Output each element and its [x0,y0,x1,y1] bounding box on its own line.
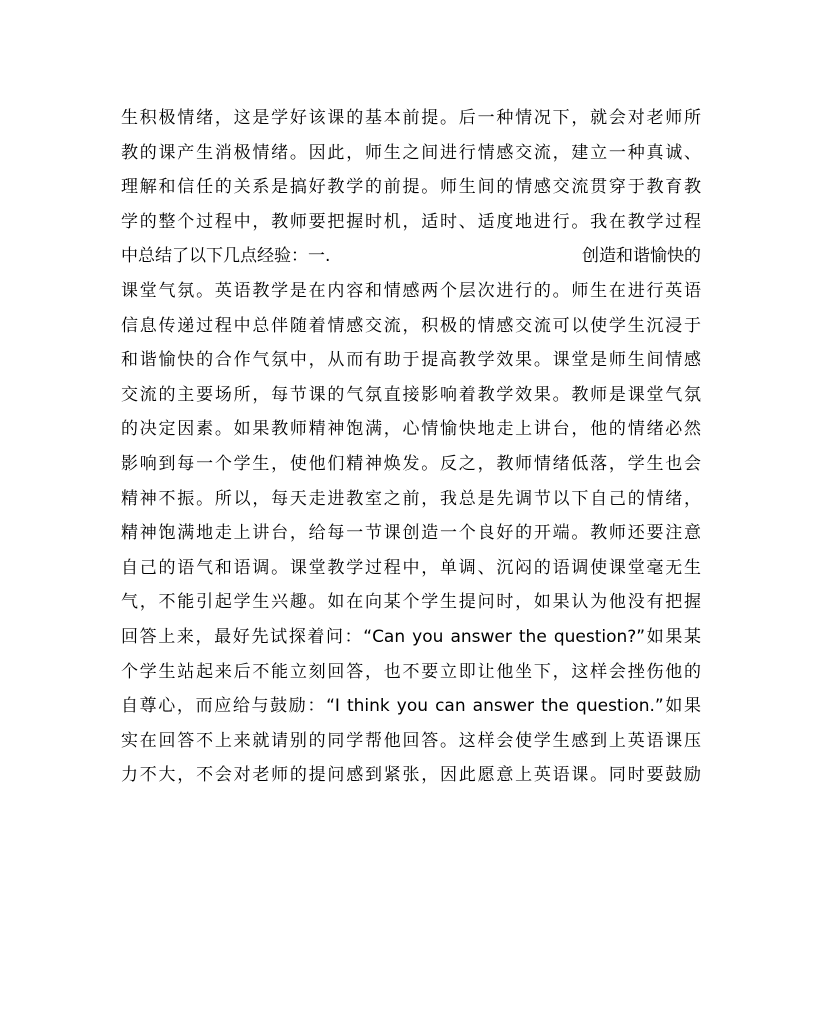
text-line: 生积极情绪，这是学好该课的基本前提。后一种情况下，就会对老师所 [121,108,701,128]
section-intro-text: 中总结了以下几点经验：一. [121,246,331,267]
text-line: 回答上来，最好先试探着问：“Can you answer the question?”如果某 [121,626,701,647]
text-line-heading-split [121,239,701,274]
text-line: 精神饱满地走上讲台，给每一节课创造一个良好的开端。教师还要注意 [121,523,701,544]
text-line: 的决定因素。如果教师精神饱满，心情愉快地走上讲台，他的情绪必然 [121,419,701,440]
text-line: 影响到每一个学生，使他们精神焕发。反之，教师情绪低落，学生也会 [121,453,701,474]
text-line: 个学生站起来后不能立刻回答，也不要立即让他坐下，这样会挫伤他的 [121,661,701,682]
text-line: 力不大，不会对老师的提问感到紧张，因此愿意上英语课。同时要鼓励 [121,765,701,786]
body-text [121,101,701,793]
text-line: 实在回答不上来就请别的同学帮他回答。这样会使学生感到上英语课压 [121,730,701,751]
text-line: 自己的语气和语调。课堂教学过程中，单调、沉闷的语调使课堂毫无生 [121,557,701,578]
text-line: 信息传递过程中总伴随着情感交流，积极的情感交流可以使学生沉浸于 [121,315,701,336]
text-line: 学的整个过程中，教师要把握时机，适时、适度地进行。我在教学过程 [121,211,701,232]
text-line: 精神不振。所以，每天走进教室之前，我总是先调节以下自己的情绪， [121,488,701,509]
text-line: 交流的主要场所，每节课的气氛直接影响着教学效果。教师是课堂气氛 [121,384,701,405]
text-line: 理解和信任的关系是搞好教学的前提。师生间的情感交流贯穿于教育教 [121,177,701,198]
text-line: 气，不能引起学生兴趣。如在向某个学生提问时，如果认为他没有把握 [121,592,701,613]
section-heading-text: 创造和谐愉快的 [582,246,701,267]
text-line: 课堂气氛。英语教学是在内容和情感两个层次进行的。师生在进行英语 [121,280,701,301]
text-line: 自尊心，而应给与鼓励：“I think you can answer the question.”如果 [121,696,701,717]
text-line: 教的课产生消极情绪。因此，师生之间进行情感交流，建立一种真诚、 [121,142,701,163]
text-line: 和谐愉快的合作气氛中，从而有助于提高教学效果。课堂是师生间情感 [121,350,701,371]
